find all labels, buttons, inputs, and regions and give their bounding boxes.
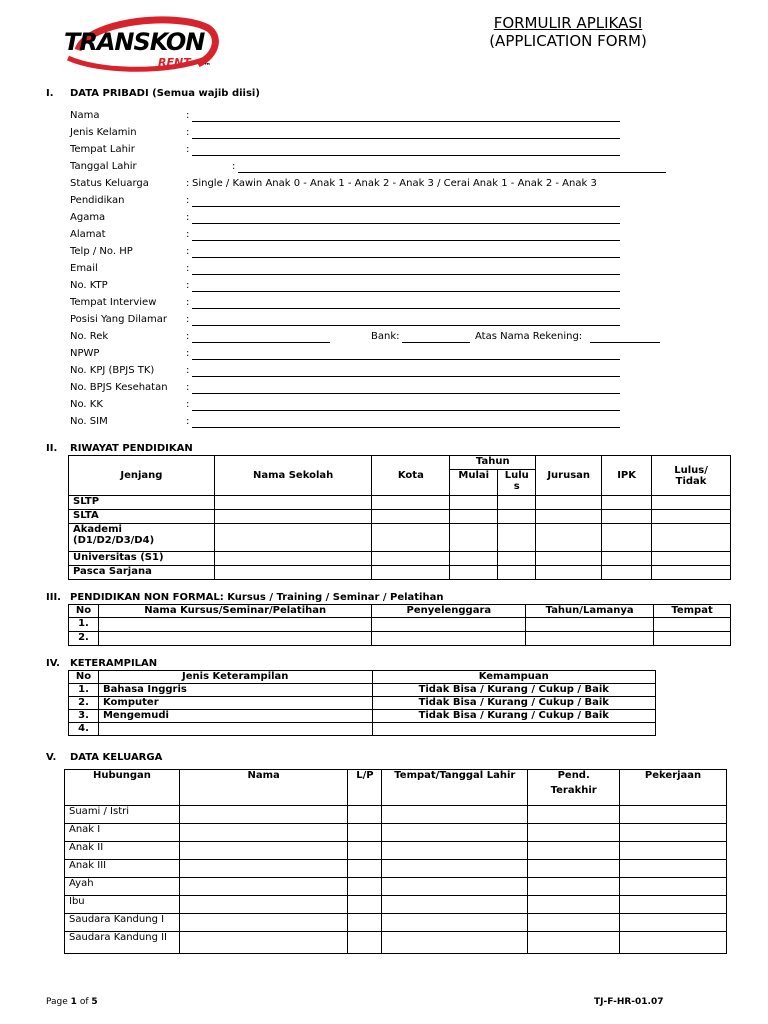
cell-input[interactable] (372, 723, 656, 736)
form-title-line1: FORMULIR APLIKASI (493, 14, 643, 32)
cell-input[interactable] (498, 510, 536, 524)
cell-input[interactable] (528, 914, 620, 932)
col-ipk: IPK (602, 456, 652, 496)
field-label: No. BPJS Kesehatan (70, 382, 168, 393)
table-row (69, 496, 731, 510)
section-title: DATA KELUARGA (70, 752, 163, 763)
field-email (70, 263, 680, 279)
cell-input[interactable] (382, 896, 528, 914)
cell-input[interactable] (450, 496, 498, 510)
field-jenis-kelamin (70, 127, 680, 143)
cell-input[interactable] (526, 632, 654, 646)
row-number: 2. (69, 632, 99, 646)
cell-input[interactable] (602, 524, 652, 552)
cell-input[interactable] (528, 842, 620, 860)
logo-text-kon: KON (149, 28, 205, 56)
skill-level-options[interactable]: Tidak Bisa / Kurang / Cukup / Baik (372, 697, 656, 710)
cell-input[interactable] (536, 496, 602, 510)
skills-table (68, 670, 656, 736)
cell-input[interactable] (348, 860, 382, 878)
field-colon: : (186, 195, 190, 206)
row-label: Anak II (65, 842, 180, 860)
cell-input[interactable] (179, 860, 348, 878)
field-input-line[interactable] (192, 240, 620, 241)
col-mulai: Mulai (450, 470, 498, 496)
table-row (65, 860, 727, 878)
cell-input[interactable] (528, 860, 620, 878)
field-status-keluarga (70, 178, 680, 194)
col-jurusan: Jurusan (536, 456, 602, 496)
col-pend-line2: Terakhir (550, 785, 597, 796)
table-row (69, 710, 656, 723)
row-label: Anak III (65, 860, 180, 878)
field-colon: : (186, 331, 190, 342)
col-lulus-tidak-line2: Tidak (675, 475, 707, 487)
field-label: Alamat (70, 229, 106, 240)
field-label: Posisi Yang Dilamar (70, 314, 168, 325)
cell-input[interactable] (654, 618, 731, 632)
field-alamat (70, 229, 680, 245)
cell-input[interactable] (179, 878, 348, 896)
cell-input[interactable] (179, 806, 348, 824)
field-tanggal-lahir (70, 161, 680, 177)
field-no-sim (70, 416, 680, 432)
table-row (65, 932, 727, 954)
field-colon: : (186, 280, 190, 291)
field-input-line[interactable] (192, 393, 620, 394)
cell-input[interactable] (372, 496, 450, 510)
field-colon: : (186, 263, 190, 274)
field-agama (70, 212, 680, 228)
row-number: 1. (69, 618, 99, 632)
section-title: RIWAYAT PENDIDIKAN (70, 443, 193, 454)
cell-input[interactable] (450, 524, 498, 552)
skill-level-options[interactable]: Tidak Bisa / Kurang / Cukup / Baik (372, 710, 656, 723)
cell-input[interactable] (536, 566, 602, 580)
cell-input[interactable] (620, 896, 727, 914)
field-tempat-interview (70, 297, 680, 313)
row-label: SLTA (69, 510, 215, 524)
row-label (69, 524, 215, 552)
col-pend-line1: Pend. (557, 770, 590, 781)
cell-input[interactable] (348, 824, 382, 842)
field-telp (70, 246, 680, 262)
logo-text-rent: RENT (158, 56, 191, 69)
cell-input[interactable] (498, 552, 536, 566)
field-label: No. KTP (70, 280, 108, 291)
section-heading-skills (46, 658, 157, 669)
col-pend-terakhir (528, 770, 620, 806)
col-kota: Kota (372, 456, 450, 496)
field-label: No. KPJ (BPJS TK) (70, 365, 155, 376)
cell-input[interactable] (382, 842, 528, 860)
cell-input[interactable] (348, 806, 382, 824)
cell-input[interactable] (98, 723, 372, 736)
company-logo (58, 14, 228, 78)
cell-input[interactable] (620, 878, 727, 896)
row-label: Universitas (S1) (69, 552, 215, 566)
cell-input[interactable] (348, 842, 382, 860)
field-no-rek (70, 331, 680, 347)
cell-input[interactable] (348, 878, 382, 896)
section-heading-nonformal (46, 592, 443, 603)
field-input-line[interactable] (192, 138, 620, 139)
row-label: SLTP (69, 496, 215, 510)
cell-input[interactable] (498, 496, 536, 510)
cell-input[interactable] (652, 510, 731, 524)
cell-input[interactable] (382, 878, 528, 896)
section-number: IV. (46, 658, 60, 669)
cell-input[interactable] (214, 524, 372, 552)
col-nama-sekolah: Nama Sekolah (214, 456, 372, 496)
col-tahun-lamanya: Tahun/Lamanya (526, 605, 654, 618)
field-kpj (70, 365, 680, 381)
education-table (68, 455, 731, 580)
cell-input[interactable] (450, 552, 498, 566)
cell-input[interactable] (602, 552, 652, 566)
field-colon: : (186, 229, 190, 240)
row-number: 2. (69, 697, 99, 710)
field-npwp (70, 348, 680, 364)
field-input-line[interactable] (238, 172, 666, 173)
row-label: Saudara Kandung II (65, 932, 180, 954)
field-label: Agama (70, 212, 106, 223)
field-no-kk (70, 399, 680, 415)
field-tempat-lahir (70, 144, 680, 160)
cell-input[interactable] (528, 806, 620, 824)
field-label: NPWP (70, 348, 100, 359)
cell-input[interactable] (620, 806, 727, 824)
cell-input[interactable] (652, 524, 731, 552)
section-number: I. (46, 88, 54, 99)
cell-input[interactable] (98, 632, 372, 646)
field-colon: : (186, 110, 190, 121)
field-posisi (70, 314, 680, 330)
field-input-line[interactable] (192, 376, 620, 377)
cell-input[interactable] (536, 524, 602, 552)
field-input-line[interactable] (192, 206, 620, 207)
table-row (65, 878, 727, 896)
cell-input[interactable] (528, 896, 620, 914)
col-tempat-tanggal-lahir: Tempat/Tanggal Lahir (382, 770, 528, 806)
cell-input[interactable] (214, 566, 372, 580)
table-row (69, 524, 731, 552)
field-input-line[interactable] (192, 325, 620, 326)
cell-input[interactable] (450, 566, 498, 580)
col-lulus-tidak (652, 456, 731, 496)
field-colon: : (186, 365, 190, 376)
field-colon: : (186, 416, 190, 427)
logo-text-trans: TRANS (64, 28, 150, 56)
field-colon: : (186, 348, 190, 359)
family-table (64, 769, 727, 954)
form-title-line2: (APPLICATION FORM) (489, 32, 647, 50)
field-label: No. Rek (70, 331, 109, 342)
field-no-ktp (70, 280, 680, 296)
field-label: Telp / No. HP (70, 246, 133, 257)
field-input-line[interactable] (192, 155, 620, 156)
skill-name: Mengemudi (98, 710, 372, 723)
row-label-line2: (D1/D2/D3/D4) (73, 535, 155, 546)
field-label: Jenis Kelamin (70, 127, 137, 138)
section-number: V. (46, 752, 57, 763)
cell-input[interactable] (450, 510, 498, 524)
field-input-line[interactable] (192, 291, 620, 292)
field-input-line[interactable] (192, 410, 620, 411)
cell-input[interactable] (528, 878, 620, 896)
page-number (46, 997, 98, 1007)
col-lulus-tidak-line1: Lulus/ (674, 464, 708, 476)
cell-input[interactable] (372, 552, 450, 566)
cell-input[interactable] (372, 510, 450, 524)
cell-input[interactable] (602, 566, 652, 580)
cell-input[interactable] (348, 932, 382, 954)
row-label: Anak I (65, 824, 180, 842)
section-heading-education (46, 443, 193, 454)
cell-input[interactable] (536, 510, 602, 524)
col-tempat: Tempat (654, 605, 731, 618)
field-colon: : (186, 127, 190, 138)
row-label: Pasca Sarjana (69, 566, 215, 580)
cell-input[interactable] (179, 896, 348, 914)
col-penyelenggara: Penyelenggara (372, 605, 526, 618)
skill-level-options[interactable]: Tidak Bisa / Kurang / Cukup / Baik (372, 684, 656, 697)
skill-name: Bahasa Inggris (98, 684, 372, 697)
field-label: Tanggal Lahir (70, 161, 137, 172)
cell-input[interactable] (372, 618, 526, 632)
field-label: Tempat Lahir (70, 144, 135, 155)
cell-input[interactable] (179, 932, 348, 954)
cell-input[interactable] (620, 932, 727, 954)
row-number: 4. (69, 723, 99, 736)
row-label-line1: Akademi (73, 524, 122, 535)
field-label: No. SIM (70, 416, 108, 427)
col-no: No (69, 671, 99, 684)
cell-input[interactable] (620, 914, 727, 932)
table-row (65, 896, 727, 914)
cell-input[interactable] (214, 496, 372, 510)
section-title: KETERAMPILAN (70, 658, 158, 669)
col-lulus-line1: Lulu (504, 470, 529, 481)
cell-input[interactable] (214, 510, 372, 524)
col-hubungan: Hubungan (65, 770, 180, 806)
cell-input[interactable] (602, 496, 652, 510)
field-label: Nama (70, 110, 100, 121)
logo-trademark: ™ (204, 62, 211, 70)
col-lulus-line2: s (513, 481, 520, 492)
table-row (69, 697, 656, 710)
cell-input[interactable] (348, 914, 382, 932)
field-colon: : (186, 399, 190, 410)
cell-input[interactable] (382, 806, 528, 824)
table-row (65, 806, 727, 824)
field-bpjs-kesehatan (70, 382, 680, 398)
field-label: Tempat Interview (70, 297, 157, 308)
cell-input[interactable] (620, 824, 727, 842)
row-label: Suami / Istri (65, 806, 180, 824)
cell-input[interactable] (536, 552, 602, 566)
skill-name: Komputer (98, 697, 372, 710)
table-row (69, 684, 656, 697)
field-colon: : (186, 382, 190, 393)
row-label: Ayah (65, 878, 180, 896)
field-input-line[interactable] (192, 427, 620, 428)
cell-input[interactable] (179, 824, 348, 842)
field-label: Email (70, 263, 98, 274)
bank-input-line[interactable] (402, 342, 470, 343)
cell-input[interactable] (372, 524, 450, 552)
col-no: No (69, 605, 99, 618)
row-label: Saudara Kandung I (65, 914, 180, 932)
cell-input[interactable] (620, 860, 727, 878)
field-colon: : (186, 144, 190, 155)
form-title (448, 14, 688, 50)
page-current: 1 (70, 997, 77, 1007)
section-heading-family (46, 752, 162, 763)
cell-input[interactable] (348, 896, 382, 914)
cell-input[interactable] (528, 932, 620, 954)
status-keluarga-options[interactable]: Single / Kawin Anak 0 - Anak 1 - Anak 2 - Anak 3 / Cerai Anak 1 - Anak 2 - Anak 3 (192, 178, 597, 189)
cell-input[interactable] (652, 566, 731, 580)
cell-input[interactable] (179, 842, 348, 860)
table-row (65, 824, 727, 842)
field-pendidikan (70, 195, 680, 211)
table-row (69, 552, 731, 566)
field-input-line[interactable] (192, 308, 620, 309)
section-number: II. (46, 443, 58, 454)
field-input-line[interactable] (192, 274, 620, 275)
field-colon: : (232, 161, 236, 172)
table-row (65, 842, 727, 860)
field-colon: : (186, 246, 190, 257)
cell-input[interactable] (498, 524, 536, 552)
of-word: of (79, 997, 89, 1007)
field-colon: : (186, 314, 190, 325)
cell-input[interactable] (372, 632, 526, 646)
field-colon: : (186, 297, 190, 308)
table-row (69, 618, 731, 632)
table-row (69, 566, 731, 580)
field-input-line[interactable] (192, 121, 620, 122)
row-number: 1. (69, 684, 99, 697)
cell-input[interactable] (179, 914, 348, 932)
cell-input[interactable] (652, 496, 731, 510)
cell-input[interactable] (620, 842, 727, 860)
rekening-input-line[interactable] (192, 342, 330, 343)
table-row (69, 632, 731, 646)
cell-input[interactable] (528, 824, 620, 842)
cell-input[interactable] (602, 510, 652, 524)
field-input-line[interactable] (192, 223, 620, 224)
row-label: Ibu (65, 896, 180, 914)
field-colon: : (186, 178, 190, 189)
col-nama-kursus: Nama Kursus/Seminar/Pelatihan (98, 605, 372, 618)
col-pekerjaan: Pekerjaan (620, 770, 727, 806)
field-label: No. KK (70, 399, 103, 410)
field-colon: : (186, 212, 190, 223)
row-number: 3. (69, 710, 99, 723)
cell-input[interactable] (654, 632, 731, 646)
field-label: Status Keluarga (70, 178, 149, 189)
page-word: Page (46, 997, 68, 1007)
nonformal-table (68, 604, 731, 646)
field-label: Pendidikan (70, 195, 125, 206)
col-kemampuan: Kemampuan (372, 671, 656, 684)
cell-input[interactable] (214, 552, 372, 566)
col-nama: Nama (179, 770, 348, 806)
atas-nama-label: Atas Nama Rekening: (475, 331, 583, 342)
cell-input[interactable] (382, 914, 528, 932)
cell-input[interactable] (382, 860, 528, 878)
cell-input[interactable] (372, 566, 450, 580)
atas-nama-input-line[interactable] (590, 342, 660, 343)
col-lulus (498, 470, 536, 496)
col-lp: L/P (348, 770, 382, 806)
cell-input[interactable] (526, 618, 654, 632)
field-input-line[interactable] (192, 257, 620, 258)
col-tahun: Tahun (450, 456, 536, 470)
cell-input[interactable] (382, 824, 528, 842)
table-row (65, 914, 727, 932)
page-total: 5 (91, 997, 98, 1007)
form-code: TJ-F-HR-01.07 (594, 997, 664, 1007)
field-input-line[interactable] (192, 359, 620, 360)
col-jenjang: Jenjang (69, 456, 215, 496)
section-title: DATA PRIBADI (Semua wajib diisi) (70, 88, 260, 99)
bank-label: Bank: (371, 331, 400, 342)
cell-input[interactable] (382, 932, 528, 954)
section-heading-personal (46, 88, 260, 99)
col-jenis-keterampilan: Jenis Keterampilan (98, 671, 372, 684)
cell-input[interactable] (652, 552, 731, 566)
table-row (69, 723, 656, 736)
table-row (69, 510, 731, 524)
section-number: III. (46, 592, 61, 603)
field-nama (70, 110, 680, 126)
cell-input[interactable] (498, 566, 536, 580)
section-title: PENDIDIKAN NON FORMAL: Kursus / Training / Seminar / Pelatihan (70, 592, 444, 603)
cell-input[interactable] (98, 618, 372, 632)
